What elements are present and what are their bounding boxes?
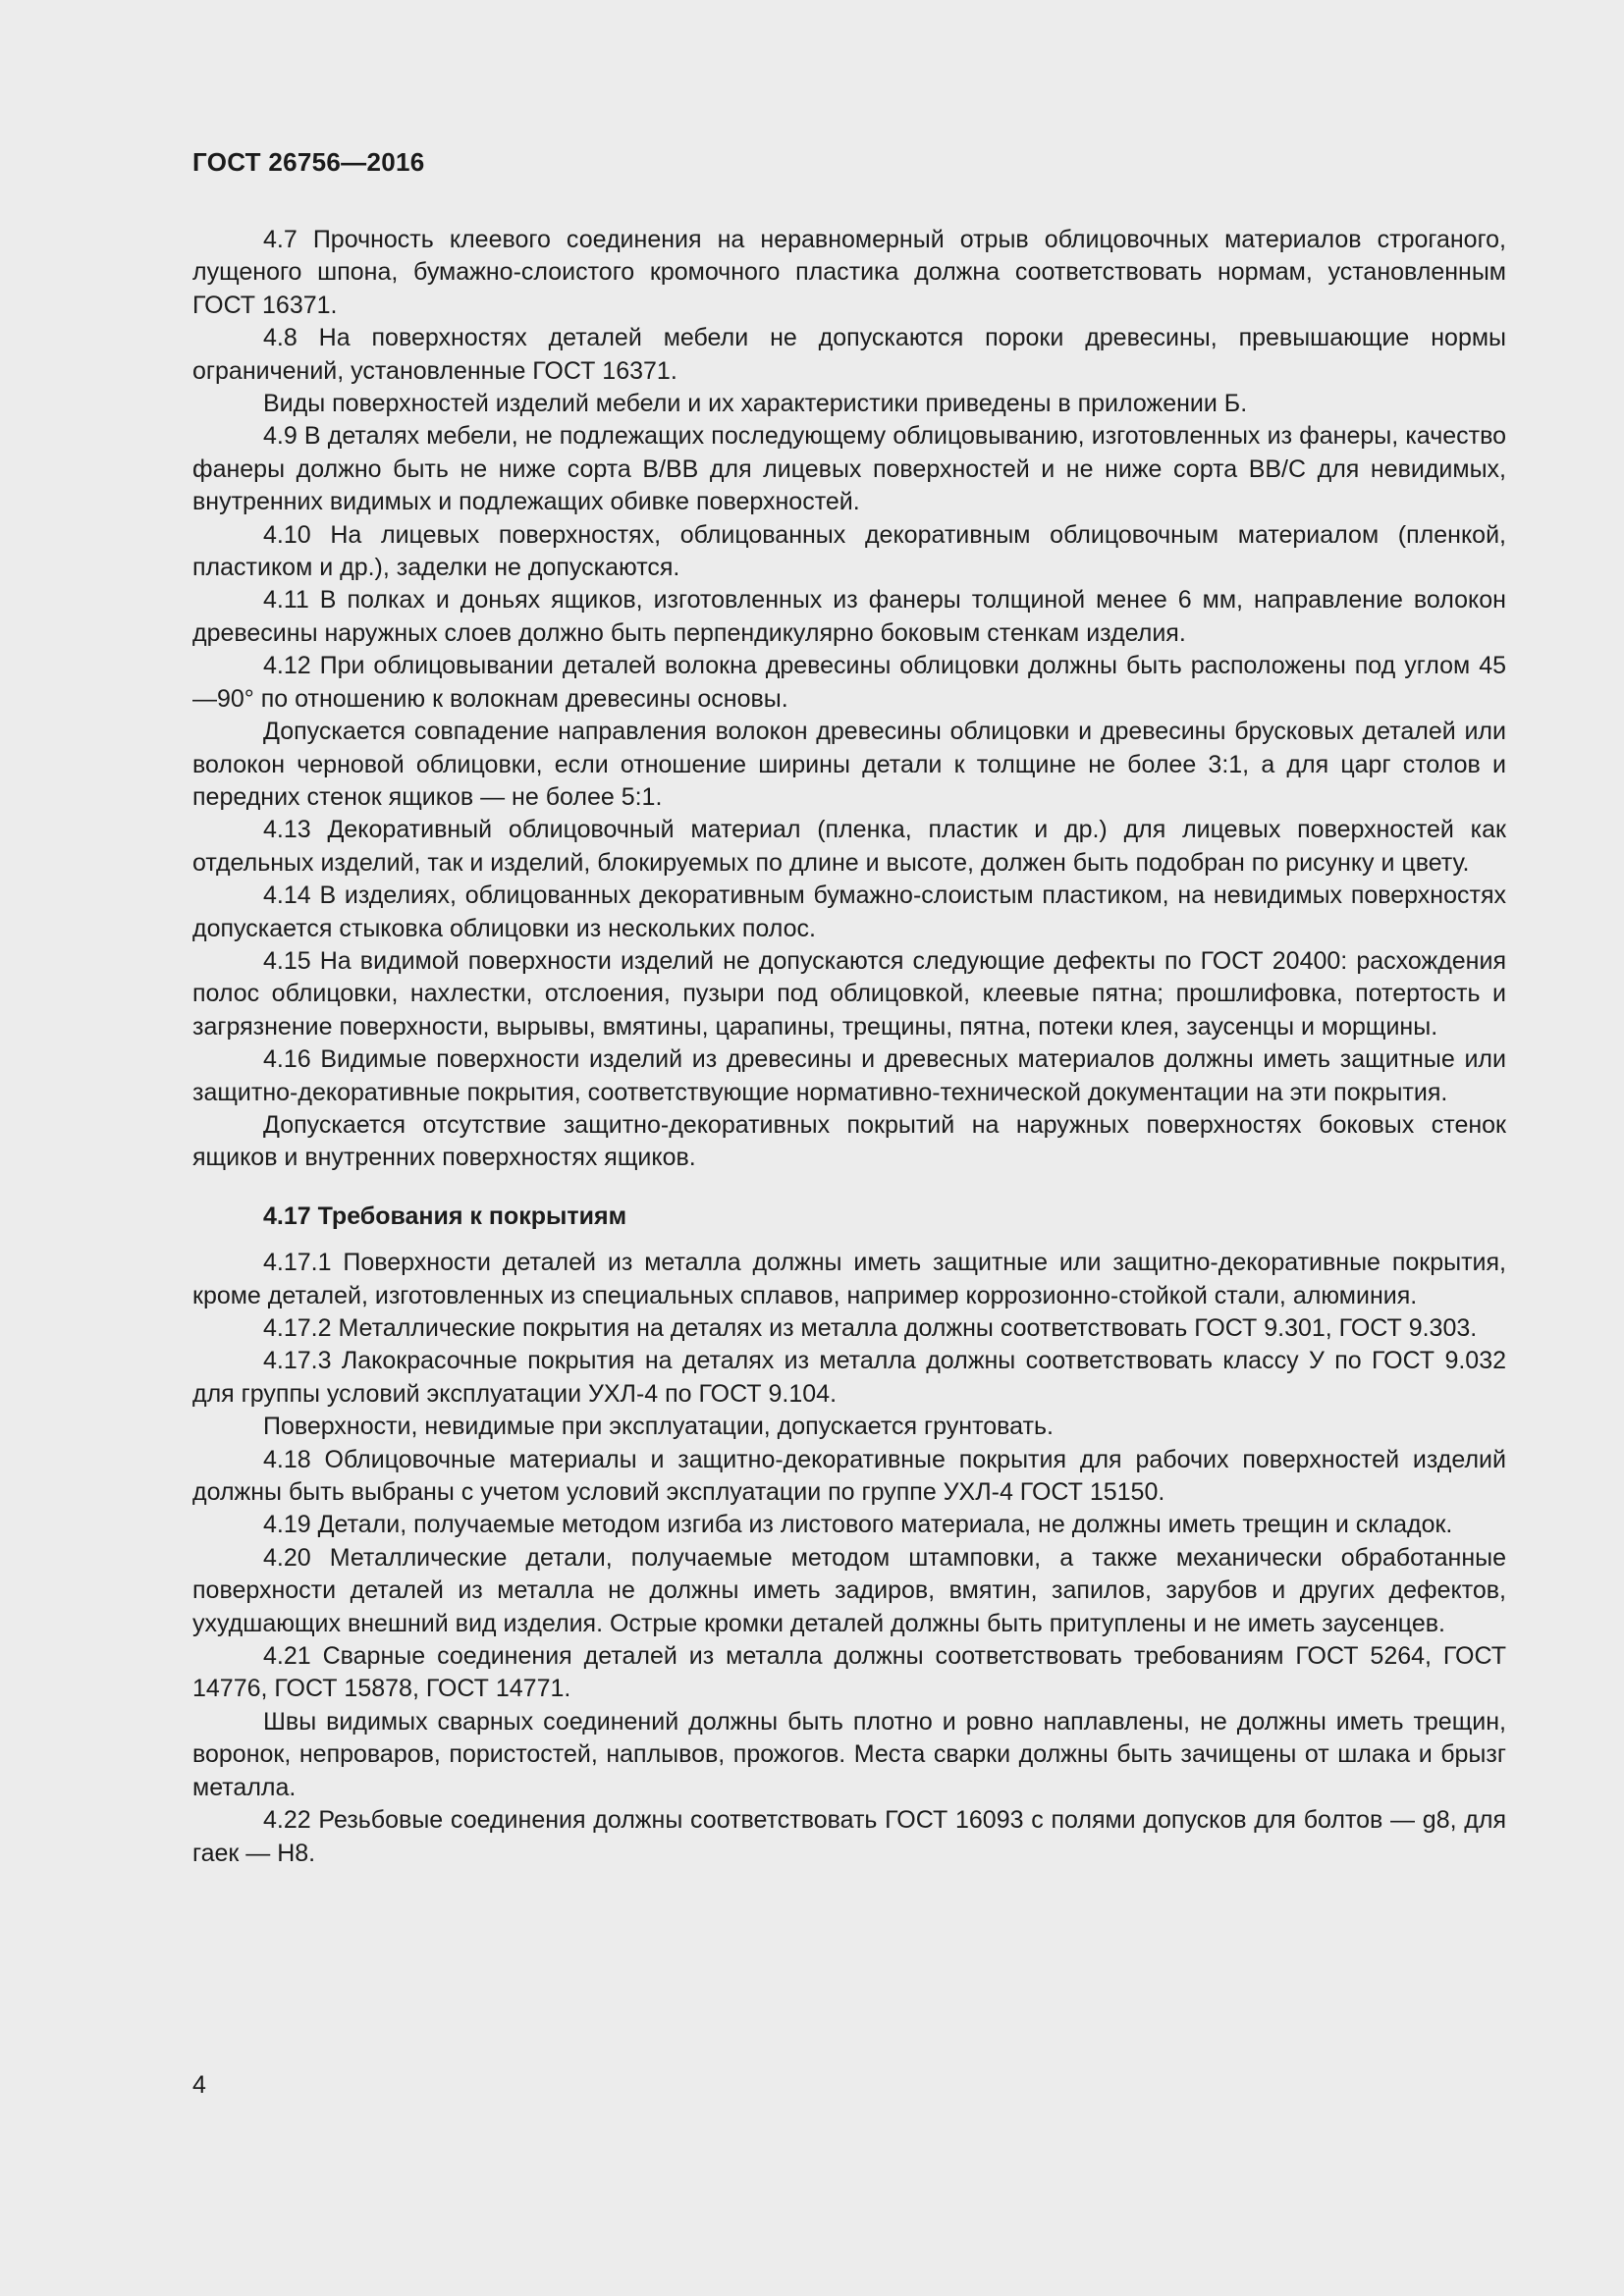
paragraph: 4.14 В изделиях, облицованных декоративным бумажно-слоистым пластиком, на невидимых поверхностях допускается стыковка облицовки из нескольких полос. [192,881,1506,942]
paragraph: 4.21 Сварные соединения деталей из металла должны соответствовать требованиям ГОСТ 5264, ГОСТ 14776, ГОСТ 15878, ГОСТ 14771. [192,1642,1506,1703]
paragraph: 4.15 На видимой поверхности изделий не допускаются следующие дефекты по ГОСТ 20400: расхождения полос облицовки, нахлестки, отслоения, пузыри под облицовкой, клеевые пятна; прошлифовка, потертость и загрязнение поверхности, вырывы, вмятины, царапины, трещины, пятна, потеки клея, заусенцы и морщины. [192,946,1506,1041]
paragraph: Допускается совпадение направления волокон древесины облицовки и древесины брусковых деталей или волокон черновой облицовки, если отношение ширины детали к толщине не более 3:1, а для царг столов и передних стенок ящиков — не более 5:1. [192,718,1506,811]
paragraph: 4.20 Металлические детали, получаемые методом штамповки, а также механически обработанные поверхности деталей из металла не должны иметь задиров, вмятин, запилов, зарубов и других дефектов, ухудшающих внешний вид изделия. Острые кромки деталей должны быть притуплены и не иметь заусенцев. [192,1543,1506,1637]
paragraph: 4.17.2 Металлические покрытия на деталях из металла должны соответствовать ГОСТ 9.301, ГОСТ 9.303. [263,1314,1478,1342]
paragraph: 4.12 При облицовывании деталей волокна древесины облицовки должны быть расположены под углом 45—90° по отношению к волокнам древесины основы. [192,652,1506,713]
section-heading: 4.17 Требования к покрытиям [263,1201,627,1230]
paragraph: 4.10 На лицевых поверхностях, облицованных декоративным облицовочным материалом (пленкой, пластиком и др.), заделки не допускаются. [192,520,1506,582]
paragraph: Поверхности, невидимые при эксплуатации, допускается грунтовать. [263,1413,1054,1441]
document-body [192,224,1506,1870]
paragraph: Допускается отсутствие защитно-декоративных покрытий на наружных поверхностях боковых стенок ящиков и внутренних поверхностях ящиков. [192,1110,1506,1172]
paragraph: 4.9 В деталях мебели, не подлежащих последующему облицовыванию, изготовленных из фанеры, качество фанеры должно быть не ниже сорта В/ВВ для лицевых поверхностей и не ниже сорта ВВ/С для невидимых, внутренних видимых и подлежащих обивке поверхностей. [192,422,1506,516]
paragraph: 4.8 На поверхностях деталей мебели не допускаются пороки древесины, превышающие нормы ограничений, установленные ГОСТ 16371. [192,324,1506,385]
paragraph: 4.11 В полках и доньях ящиков, изготовленных из фанеры толщиной менее 6 мм, направление волокон древесины наружных слоев должно быть перпендикулярно боковым стенкам изделия. [192,586,1506,647]
document-code-header: ГОСТ 26756—2016 [192,147,425,177]
paragraph: 4.22 Резьбовые соединения должны соответствовать ГОСТ 16093 с полями допусков для болтов — g8, для гаек — Н8. [192,1806,1506,1867]
paragraph: Швы видимых сварных соединений должны быть плотно и ровно наплавлены, не должны иметь трещин, воронок, непроваров, пористостей, наплывов, прожогов. Места сварки должны быть зачищены от шлака и брызг металла. [192,1707,1506,1801]
page-number: 4 [192,2071,206,2099]
paragraph: 4.19 Детали, получаемые методом изгиба из листового материала, не должны иметь трещин и складок. [263,1511,1453,1539]
paragraph: Виды поверхностей изделий мебели и их характеристики приведены в приложении Б. [263,390,1248,418]
paragraph: 4.18 Облицовочные материалы и защитно-декоративные покрытия для рабочих поверхностей изделий должны быть выбраны с учетом условий эксплуатации по группе УХЛ-4 ГОСТ 15150. [192,1445,1506,1507]
paragraph: 4.16 Видимые поверхности изделий из древесины и древесных материалов должны иметь защитные или защитно-декоративные покрытия, соответствующие нормативно-технической документации на эти покрытия. [192,1045,1506,1106]
paragraph: 4.17.3 Лакокрасочные покрытия на деталях из металла должны соответствовать классу У по ГОСТ 9.032 для группы условий эксплуатации УХЛ-4 по ГОСТ 9.104. [192,1347,1506,1408]
paragraph: 4.17.1 Поверхности деталей из металла должны иметь защитные или защитно-декоративные покрытия, кроме деталей, изготовленных из специальных сплавов, например коррозионно-стойкой стали, алюминия. [192,1249,1506,1309]
paragraph: 4.7 Прочность клеевого соединения на неравномерный отрыв облицовочных материалов строганого, лущеного шпона, бумажно-слоистого кромочного пластика должна соответствовать нормам, установленным ГОСТ 16371. [192,226,1506,319]
paragraph: 4.13 Декоративный облицовочный материал (пленка, пластик и др.) для лицевых поверхностей как отдельных изделий, так и изделий, блокируемых по длине и высоте, должен быть подобран по рисунку и цвету. [192,816,1506,877]
